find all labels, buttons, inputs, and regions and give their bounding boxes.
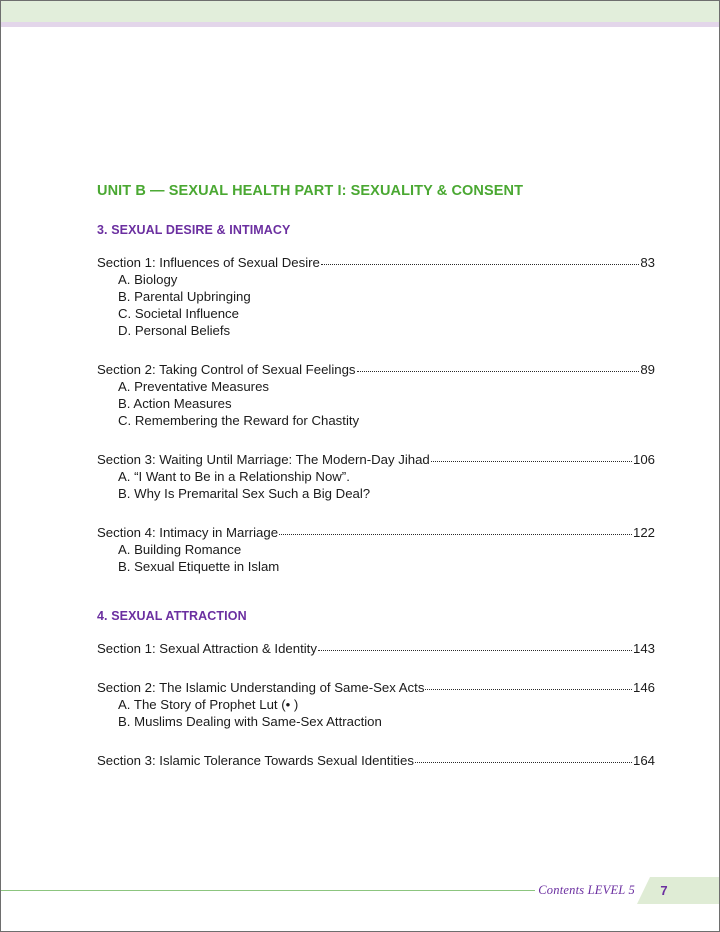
unit-title: UNIT B — SEXUAL HEALTH PART I: SEXUALITY & CONSENT [97,183,524,199]
toc-group [97,640,655,657]
toc-entry-page: 122 [632,525,655,540]
list-item: C. Societal Influence [118,306,239,321]
toc-entry[interactable] [97,254,655,271]
list-item: A. “I Want to Be in a Relationship Now”. [118,469,350,484]
toc-group [97,451,655,502]
top-green-band [1,1,719,22]
list-item: A. Biology [118,272,178,287]
toc-entry-page: 106 [632,452,655,467]
list-item: B. Sexual Etiquette in Islam [118,559,280,574]
page-footer [1,883,719,931]
footer-page-number: 7 [660,883,668,898]
toc-content [97,183,655,769]
toc-subitem-list [97,696,655,730]
list-item: A. The Story of Prophet Lut (• ) [118,697,299,712]
toc-entry[interactable] [97,640,655,657]
chapter-title-3: 3. SEXUAL DESIRE & INTIMACY [97,223,291,237]
chapter-title-4: 4. SEXUAL ATTRACTION [97,609,247,623]
toc-subitem-list [97,271,655,339]
toc-group [97,752,655,769]
list-item: B. Action Measures [118,396,232,411]
toc-entry-label: Section 4: Intimacy in Marriage [97,525,279,540]
toc-subitem-list [97,541,655,575]
footer-label: Contents LEVEL 5 [538,883,635,897]
toc-entry[interactable] [97,451,655,468]
dot-leader [415,761,632,763]
toc-entry-label: Section 1: Sexual Attraction & Identity [97,641,317,656]
toc-group [97,361,655,429]
toc-entry-label: Section 1: Influences of Sexual Desire [97,255,320,270]
toc-entry[interactable] [97,524,655,541]
toc-subitem-list [97,378,655,429]
toc-entry-page: 83 [640,255,655,270]
dot-leader [318,649,632,651]
toc-entry-page: 164 [632,753,655,768]
list-item: B. Why Is Premarital Sex Such a Big Deal? [118,486,371,501]
list-item: B. Parental Upbringing [118,289,251,304]
toc-group [97,254,655,339]
list-item: C. Remembering the Reward for Chastity [118,413,360,428]
top-purple-band [1,22,719,27]
dot-leader [321,263,639,265]
toc-group [97,524,655,575]
toc-entry-label: Section 3: Islamic Tolerance Towards Sexual Identities [97,753,414,768]
list-item: A. Preventative Measures [118,379,269,394]
toc-entry-label: Section 3: Waiting Until Marriage: The Modern-Day Jihad [97,452,430,467]
toc-entry[interactable] [97,752,655,769]
toc-entry-page: 146 [632,680,655,695]
dot-leader [425,688,632,690]
toc-entry-label: Section 2: Taking Control of Sexual Feelings [97,362,356,377]
toc-entry-label: Section 2: The Islamic Understanding of Same-Sex Acts [97,680,425,695]
footer-divider [1,890,535,891]
toc-subitem-list [97,468,655,502]
list-item: B. Muslims Dealing with Same-Sex Attraction [118,714,382,729]
list-item: D. Personal Beliefs [118,323,231,338]
list-item: A. Building Romance [118,542,242,557]
toc-entry[interactable] [97,679,655,696]
toc-entry[interactable] [97,361,655,378]
dot-leader [357,370,640,372]
toc-entry-page: 89 [640,362,655,377]
toc-group [97,679,655,730]
toc-entry-page: 143 [632,641,655,656]
dot-leader [431,460,632,462]
dot-leader [279,533,632,535]
